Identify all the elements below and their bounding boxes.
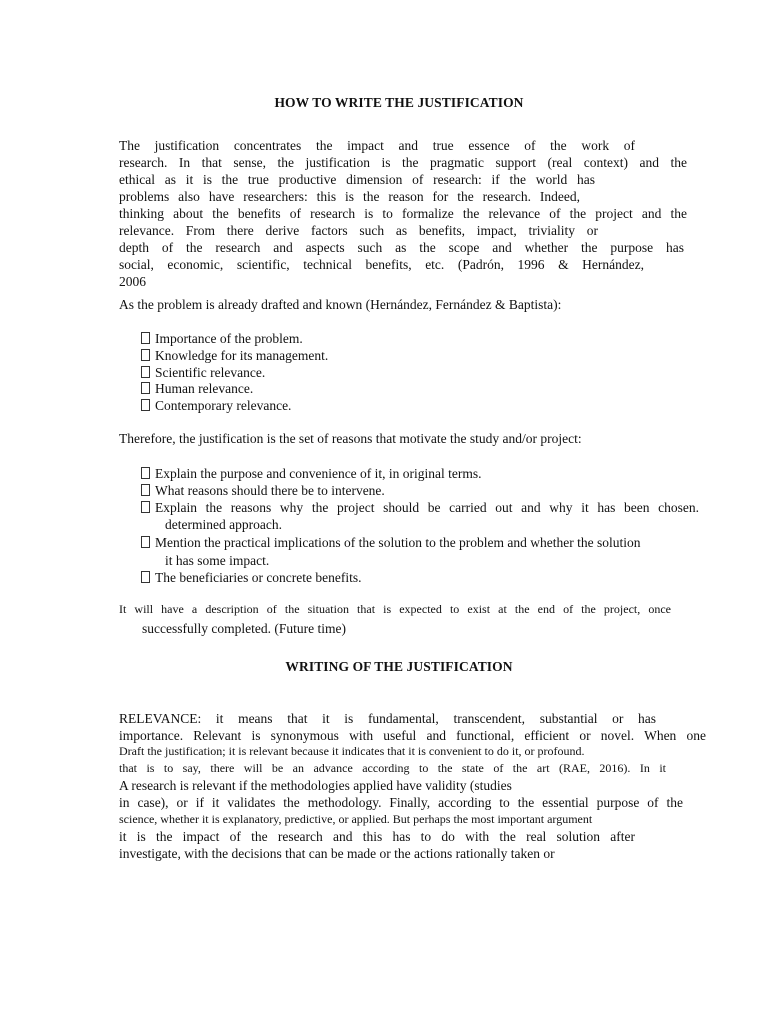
para4-line: It will have a description of the situation that is expected to exist at the end of the project, once [119,602,671,616]
para1-line: research. In that sense, the justification is the pragmatic support (real context) and the [119,155,687,170]
checkbox-icon [141,349,150,361]
heading-writing-of-justification: WRITING OF THE JUSTIFICATION [285,659,513,674]
list1-item: Scientific relevance. [141,364,265,381]
para5-line: A research is relevant if the methodologies applied have validity (studies [119,778,512,793]
para4-line: successfully completed. (Future time) [142,621,346,636]
para5-line: Draft the justification; it is relevant because it indicates that it is convenient to do it, or profound. [119,744,585,758]
list2-item: Mention the practical implications of the solution to the problem and whether the solution [141,534,641,551]
list1-item: Human relevance. [141,380,253,397]
para1-line: depth of the research and aspects such as the scope and whether the purpose has [119,240,684,255]
para3-text: Therefore, the justification is the set of reasons that motivate the study and/or project: [119,431,582,446]
list1-item: Knowledge for its management. [141,347,328,364]
para5-line: RELEVANCE: it means that it is fundamental, transcendent, substantial or has [119,711,656,726]
checkbox-icon [141,484,150,496]
list2-item: What reasons should there be to intervene. [141,482,385,499]
list2-item: Explain the reasons why the project should be carried out and why it has been chosen. [141,499,699,516]
checkbox-icon [141,332,150,344]
heading-how-to-write: HOW TO WRITE THE JUSTIFICATION [274,95,524,110]
checkbox-icon [141,501,150,513]
para5-line: that is to say, there will be an advance according to the state of the art (RAE, 2016). In it [119,761,666,775]
para1-line: thinking about the benefits of research is to formalize the relevance of the project and the [119,206,687,221]
para1-line: The justification concentrates the impact and true essence of the work of [119,138,635,153]
checkbox-icon [141,399,150,411]
para1-line: ethical as it is the true productive dimension of research: if the world has [119,172,595,187]
checkbox-icon [141,536,150,548]
para1-line: problems also have researchers: this is the reason for the research. Indeed, [119,189,580,204]
para1-line: 2006 [119,274,146,289]
para5-line: science, whether it is explanatory, predictive, or applied. But perhaps the most important argument [119,812,593,826]
checkbox-icon [141,571,150,583]
list2-item: The beneficiaries or concrete benefits. [141,569,362,586]
para5-line: importance. Relevant is synonymous with useful and functional, efficient or novel. When one [119,728,706,743]
para5-line: in case), or if it validates the methodology. Finally, according to the essential purpose of the [119,795,683,810]
list1-item: Importance of the problem. [141,330,303,347]
para5-line: investigate, with the decisions that can be made or the actions rationally taken or [119,846,555,861]
list2-item: Explain the purpose and convenience of it, in original terms. [141,465,482,482]
checkbox-icon [141,382,150,394]
checkbox-icon [141,366,150,378]
para1-line: social, economic, scientific, technical benefits, etc. (Padrón, 1996 & Hernández, [119,257,644,272]
para1-line: relevance. From there derive factors such as benefits, impact, triviality or [119,223,598,238]
list2-item-continuation: determined approach. [165,517,282,532]
list1-item: Contemporary relevance. [141,397,291,414]
list2-item-continuation: it has some impact. [165,553,270,568]
para5-line: it is the impact of the research and this has to do with the real solution after [119,829,635,844]
checkbox-icon [141,467,150,479]
para2-text: As the problem is already drafted and known (Hernández, Fernández & Baptista): [119,297,562,312]
